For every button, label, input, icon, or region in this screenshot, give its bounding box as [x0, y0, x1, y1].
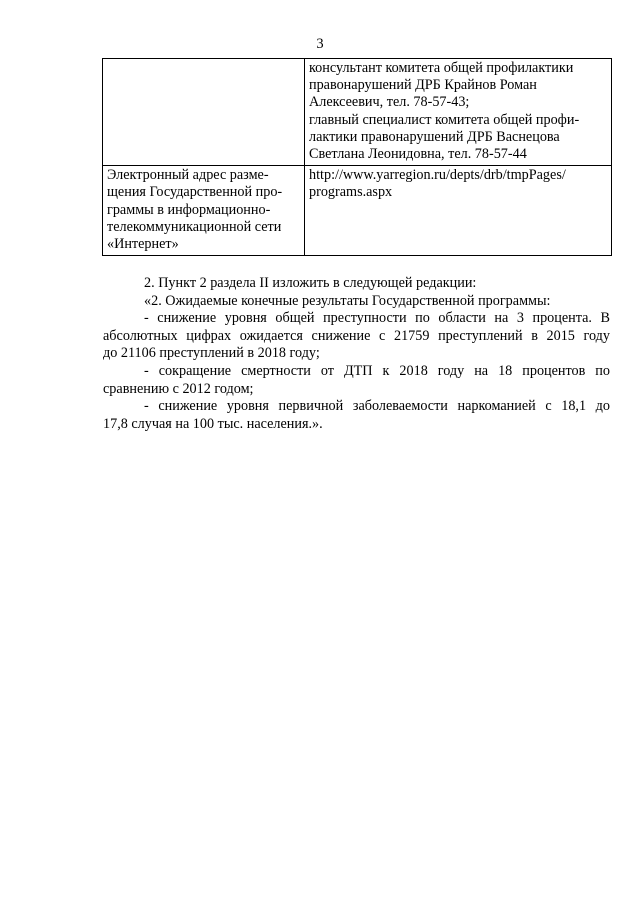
text-line: - снижение уровня первичной заболеваемости наркоманией с 18,1 до — [144, 398, 610, 415]
text-line: - сокращение смертности от ДТП к 2018 году на 18 процентов по — [144, 362, 610, 379]
program-info-table — [102, 58, 612, 256]
text-line: абсолютных цифрах ожидается снижение с 21759 преступлений в 2015 году — [103, 327, 610, 344]
text-line: до 21106 преступлений в 2018 году; — [103, 345, 320, 362]
cell-text-line: http://www.yarregion.ru/depts/drb/tmpPages/ — [309, 167, 566, 184]
paragraph — [103, 293, 610, 311]
cell-text-line: Алексеевич, тел. 78-57-43; — [309, 94, 470, 111]
text-line: 2. Пункт 2 раздела II изложить в следующей редакции: — [144, 275, 477, 291]
text-line: сравнению с 2012 годом; — [103, 380, 254, 397]
cell-text-line: правонарушений ДРБ Крайнов Роман — [309, 77, 537, 94]
text-line: 17,8 случая на 100 тыс. населения.». — [103, 415, 323, 432]
cell-text-line: Светлана Леонидовна, тел. 78-57-44 — [309, 146, 527, 163]
paragraph — [103, 398, 610, 433]
paragraph — [103, 310, 610, 363]
text-line: «2. Ожидаемые конечные результаты Государственной программы: — [144, 292, 551, 309]
cell-text-line: лактики правонарушений ДРБ Васнецова — [309, 128, 560, 145]
paragraph — [103, 275, 610, 293]
table-row — [103, 59, 612, 166]
amendment-text — [103, 275, 610, 433]
cell-text-line: «Интернет» — [107, 236, 179, 253]
page-number: 3 — [316, 36, 324, 52]
table-value-cell — [305, 166, 612, 256]
cell-text-line: граммы в информационно- — [107, 201, 271, 218]
cell-text-line: programs.aspx — [309, 184, 393, 201]
table-value-cell — [305, 59, 612, 166]
paragraph — [103, 363, 610, 398]
table-row — [103, 166, 612, 256]
cell-text-line: щения Государственной про- — [107, 184, 283, 201]
cell-text-line: консультант комитета общей профилактики — [309, 60, 574, 76]
cell-text-line: главный специалист комитета общей профи- — [309, 111, 580, 128]
text-line: - снижение уровня общей преступности по области на 3 процента. В — [144, 310, 610, 327]
cell-text-line: телекоммуникационной сети — [107, 218, 282, 235]
table-label-cell — [103, 166, 305, 256]
table-label-cell — [103, 59, 305, 166]
cell-text-line: Электронный адрес разме- — [107, 167, 269, 184]
